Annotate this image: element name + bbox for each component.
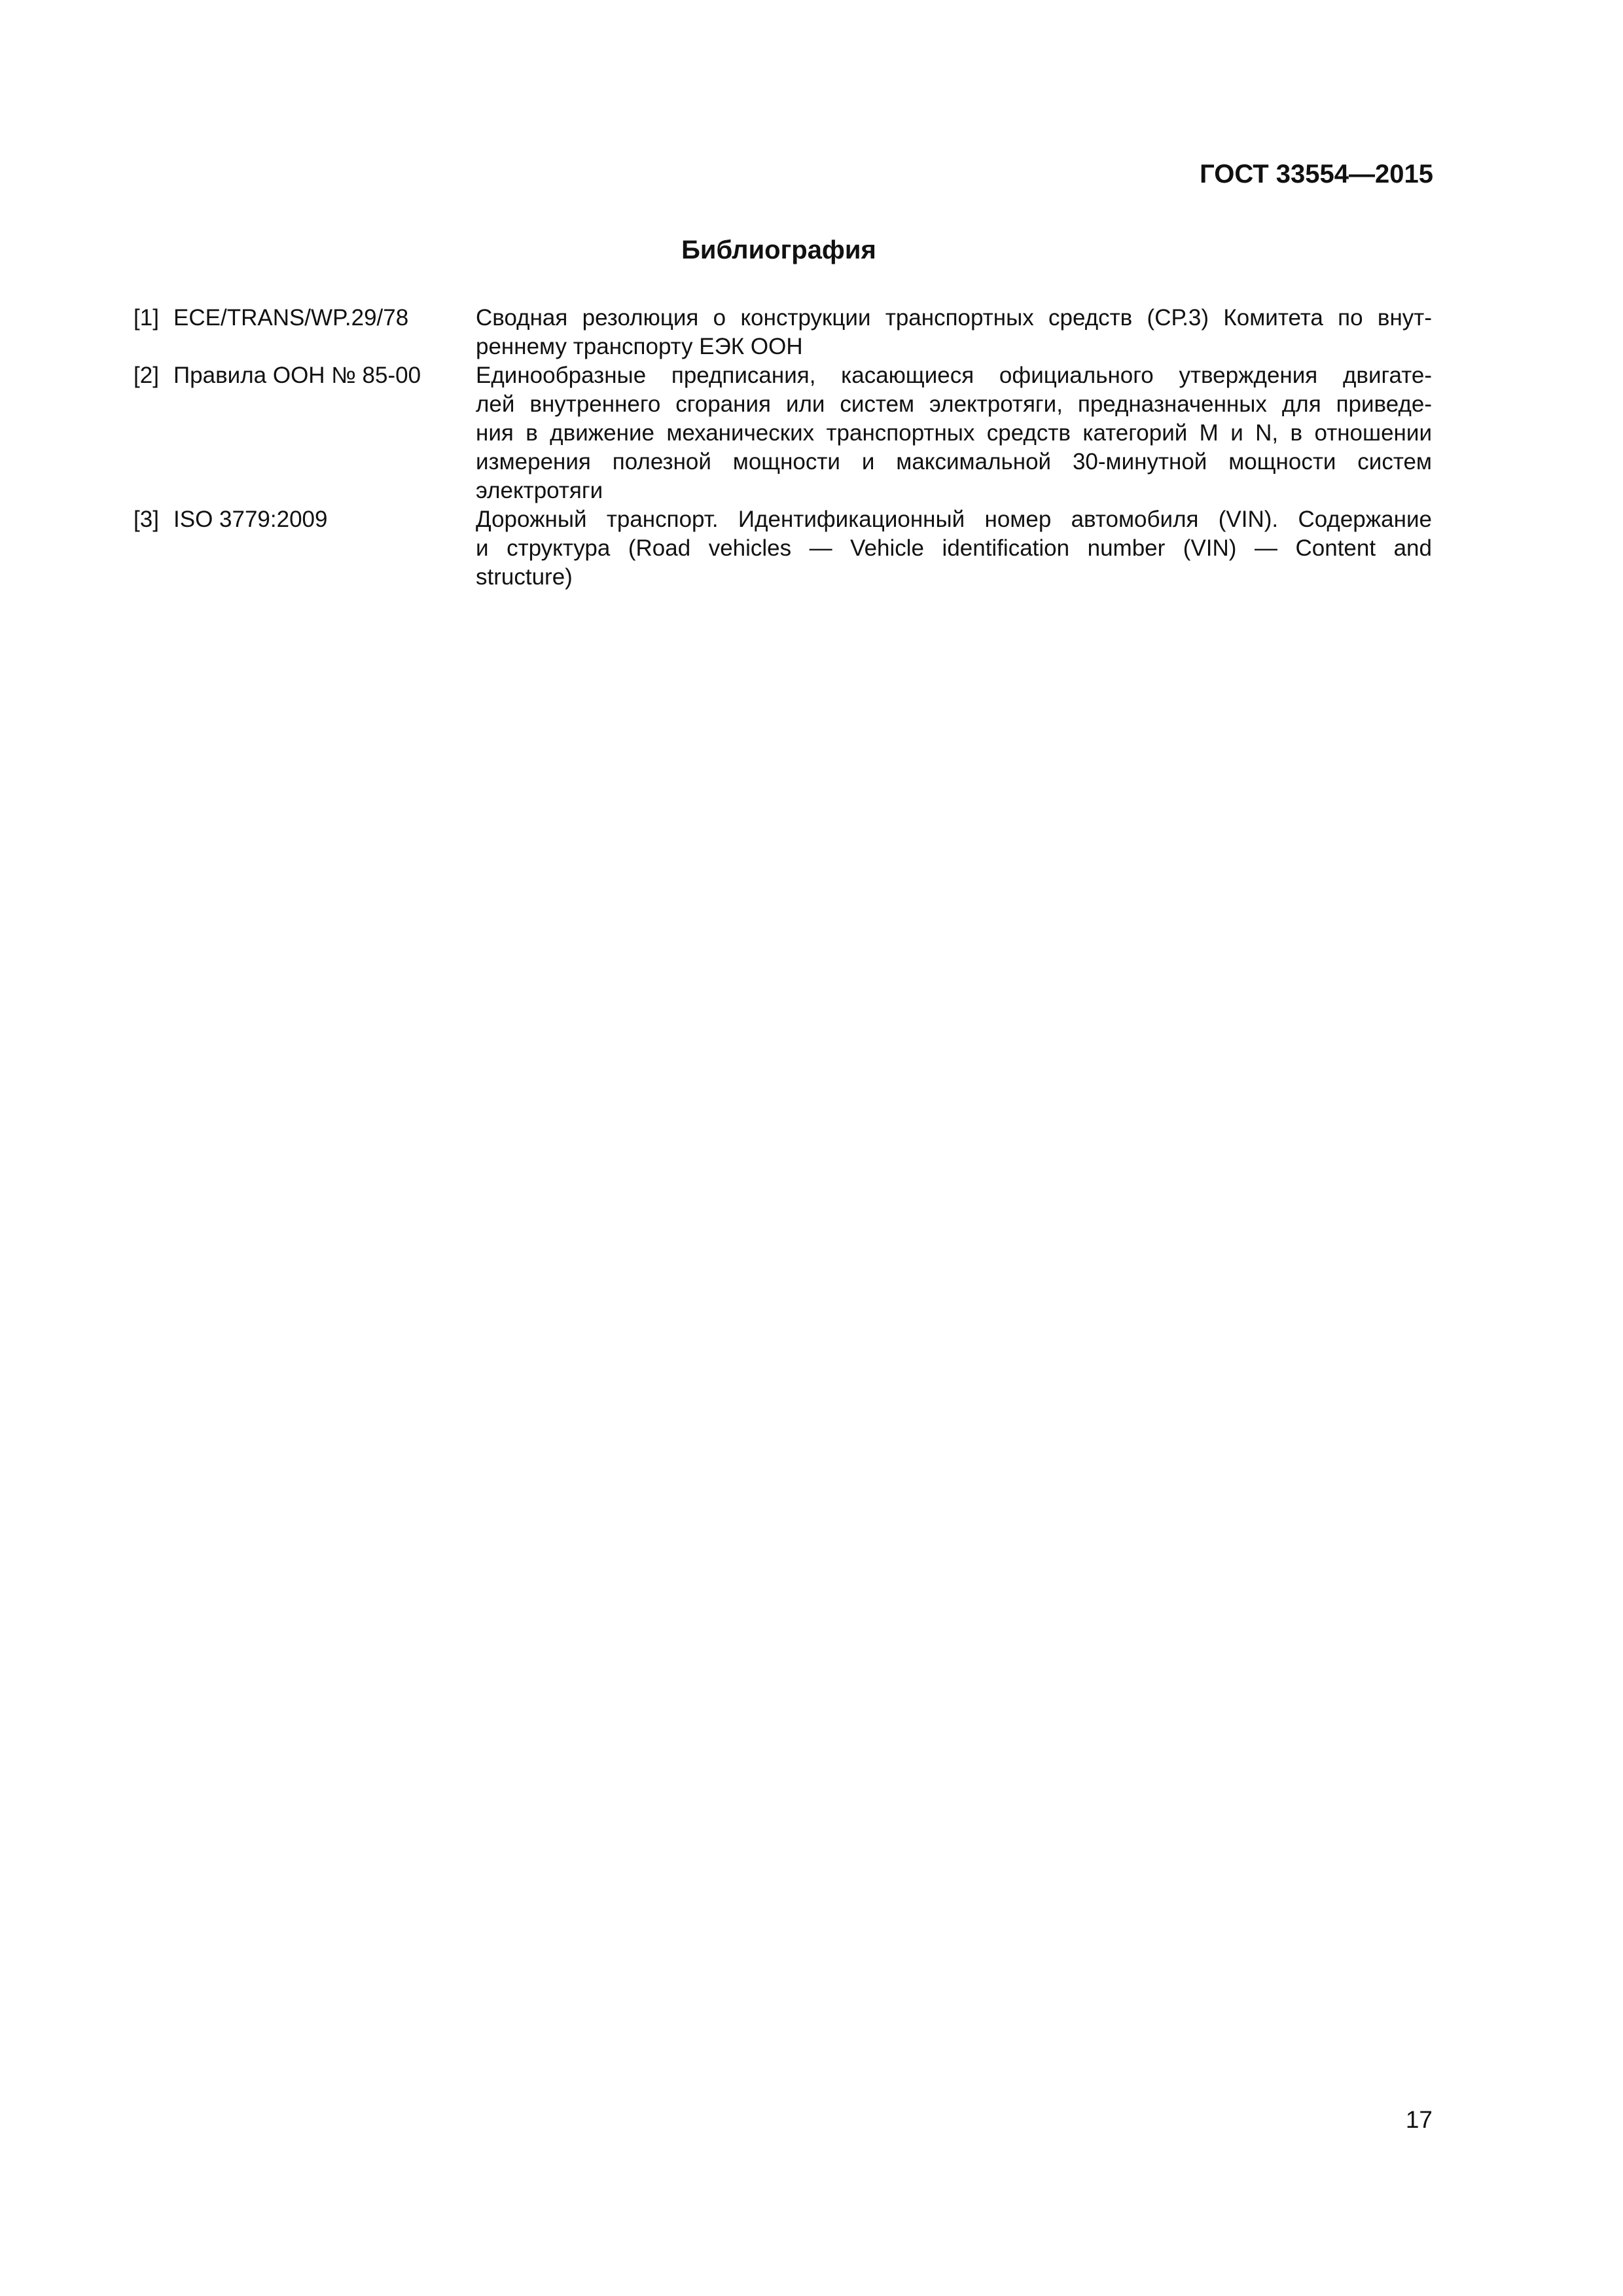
entry-source: ECE/TRANS/WP.29/78 — [173, 305, 409, 331]
entry-number: [1] — [134, 305, 159, 331]
bibliography-entry — [134, 304, 1432, 361]
entry-description-line: электротяги — [476, 478, 603, 503]
entry-description-line: ния в движение механических транспортных средств категорий M и N, в отношении — [476, 420, 1432, 446]
page-number: 17 — [1405, 2106, 1433, 2133]
bibliography-list — [134, 304, 1432, 592]
entry-description-line: Дорожный транспорт. Идентификационный номер автомобиля (VIN). Содержание — [476, 507, 1432, 532]
entry-description — [476, 361, 1432, 505]
bibliography-entry — [134, 361, 1432, 505]
entry-number: [3] — [134, 507, 159, 532]
entry-description-line: Сводная резолюция о конструкции транспортных средств (СР.3) Комитета по внут- — [476, 305, 1432, 331]
entry-description-line: и структура (Road vehicles — Vehicle identification number (VIN) — Content and — [476, 535, 1432, 561]
entry-source: ISO 3779:2009 — [173, 507, 328, 532]
entry-description-line: structure) — [476, 564, 573, 590]
entry-description — [476, 505, 1432, 592]
entry-description-line: реннему транспорту ЕЭК ООН — [476, 334, 803, 359]
entry-description-line: Единообразные предписания, касающиеся официального утверждения двигате- — [476, 363, 1432, 388]
section-title: Библиография — [681, 236, 876, 264]
entry-number: [2] — [134, 363, 159, 388]
entry-description-line: измерения полезной мощности и максимальной 30-минутной мощности систем — [476, 449, 1432, 475]
entry-description-line: лей внутреннего сгорания или систем электротяги, предназначенных для приведе- — [476, 391, 1432, 417]
entry-source: Правила ООН № 85-00 — [173, 363, 421, 388]
document-code: ГОСТ 33554—2015 — [1200, 160, 1433, 188]
entry-description — [476, 304, 1432, 361]
bibliography-entry — [134, 505, 1432, 592]
